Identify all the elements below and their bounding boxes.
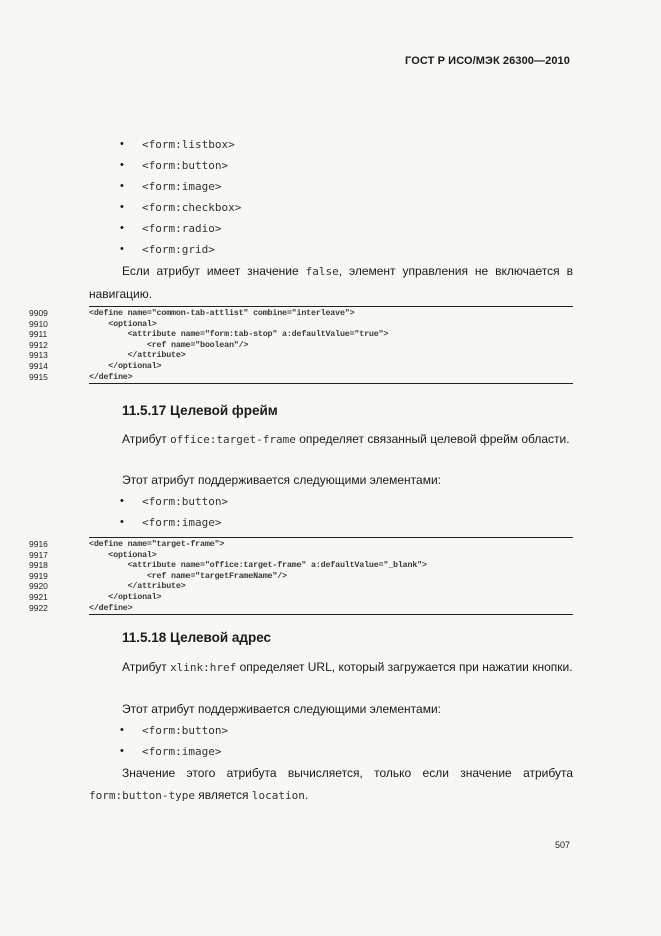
code-line: 9915 </define> bbox=[29, 371, 133, 382]
paragraph-button-type: Значение этого атрибута вычисляется, только если значение атрибута form:button-type является location. bbox=[89, 766, 573, 802]
code-line: 9914 </optional> bbox=[29, 360, 162, 371]
code-line: 9912 <ref name="boolean"/> bbox=[29, 339, 249, 350]
bullet-icon: • bbox=[120, 516, 124, 528]
section-heading-11-5-17: 11.5.17 Целевой фрейм bbox=[122, 403, 278, 418]
code-line: 9913 </attribute> bbox=[29, 350, 186, 361]
paragraph-false-attribute: Если атрибут имеет значение false, элемент управления не включается в навигацию. bbox=[89, 264, 573, 301]
page-number: 507 bbox=[554, 840, 570, 850]
paragraph-xlink-href: Атрибут xlink:href определяет URL, который загружается при нажатии кнопки. bbox=[122, 660, 573, 674]
code-listing-9909 bbox=[29, 306, 573, 384]
code-listing-9916 bbox=[29, 537, 573, 615]
code-line: 9921 </optional> bbox=[29, 591, 162, 602]
paragraph-supported-elements: Этот атрибут поддерживается следующими элементами: bbox=[122, 473, 442, 487]
bullet-icon: • bbox=[120, 745, 124, 757]
paragraph-supported-elements-2: Этот атрибут поддерживается следующими элементами: bbox=[122, 702, 442, 716]
bullet-icon: • bbox=[120, 138, 124, 150]
code-line: 9911 <attribute name="form:tab-stop" a:defaultValue="true"> bbox=[29, 329, 389, 340]
code-line: 9917 <optional> bbox=[29, 549, 157, 560]
bullet-icon: • bbox=[120, 724, 124, 736]
code-line: 9920 </attribute> bbox=[29, 581, 186, 592]
section-heading-11-5-18: 11.5.18 Целевой адрес bbox=[122, 630, 272, 645]
code-line: 9922 </define> bbox=[29, 602, 133, 613]
bullet-icon: • bbox=[120, 201, 124, 213]
paragraph-target-frame: Атрибут office:target-frame определяет связанный целевой фрейм области. bbox=[122, 432, 570, 446]
bullet-icon: • bbox=[120, 222, 124, 234]
code-line: 9910 <optional> bbox=[29, 318, 157, 329]
code-line: 9918 <attribute name="office:target-frame" a:defaultValue="_blank"> bbox=[29, 560, 427, 571]
bullet-icon: • bbox=[120, 159, 124, 171]
bullet-icon: • bbox=[120, 495, 124, 507]
code-line: 9916 <define name="target-frame"> bbox=[29, 539, 225, 549]
bullet-icon: • bbox=[120, 243, 124, 255]
code-line: 9919 <ref name="targetFrameName"/> bbox=[29, 570, 287, 581]
document-header: ГОСТ Р ИСО/МЭК 26300—2010 bbox=[405, 55, 570, 67]
bullet-icon: • bbox=[120, 180, 124, 192]
code-line: 9909 <define name="common-tab-attlist" combine="interleave"> bbox=[29, 308, 355, 318]
